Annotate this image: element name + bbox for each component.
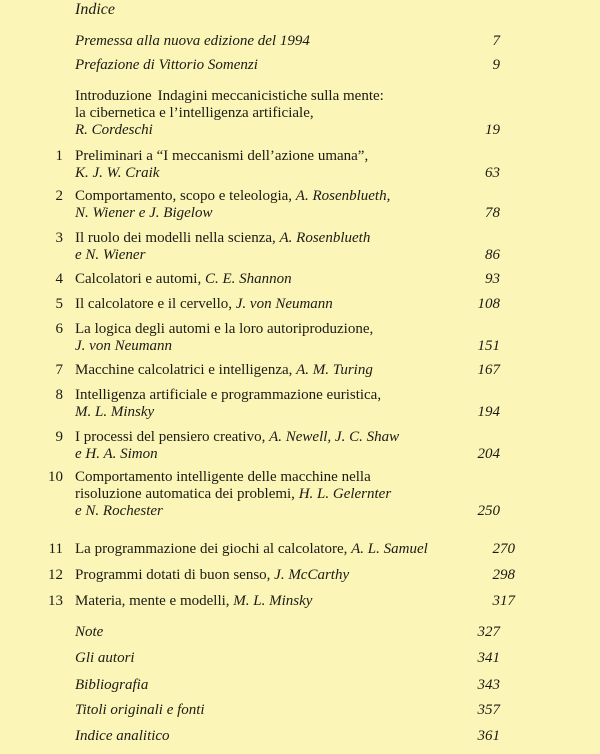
- page-number: 270: [492, 541, 515, 557]
- page-number: 108: [477, 296, 500, 312]
- entry-title: [75, 271, 292, 288]
- entry-title-line: [75, 321, 373, 338]
- page-number: 151: [477, 338, 500, 354]
- entry-text: Premessa alla nuova edizione del 1994: [75, 33, 310, 49]
- entry-author: R. Cordeschi: [75, 122, 153, 138]
- entry-title-line: [75, 486, 391, 503]
- entry-author: M. L. Minsky: [75, 404, 155, 420]
- entry-title-line: [75, 567, 349, 584]
- entry-title-line: [75, 148, 368, 165]
- entry-title-line: [75, 677, 148, 694]
- entry-title: [75, 429, 399, 463]
- entry-title-line: [75, 362, 373, 379]
- toc-entry: [0, 387, 600, 421]
- page-number: 9: [492, 57, 500, 73]
- entry-title: [75, 88, 384, 139]
- entry-text: Note: [75, 624, 104, 640]
- chapter-number: 13: [48, 593, 63, 609]
- chapter-number: 10: [48, 469, 63, 485]
- entry-title: [75, 624, 103, 641]
- page-number: 86: [485, 247, 500, 263]
- chapter-number: 12: [48, 567, 63, 583]
- entry-title: [75, 148, 368, 182]
- entry-title-line: [75, 247, 370, 264]
- chapter-number: 1: [55, 148, 63, 164]
- page-number: 361: [477, 728, 500, 744]
- page-number: 7: [492, 33, 500, 49]
- entry-title-line: [75, 387, 381, 404]
- page-number: 78: [485, 205, 500, 221]
- page-number: 343: [477, 677, 500, 693]
- chapter-number: 7: [55, 362, 63, 378]
- entry-title: [75, 230, 370, 264]
- toc-entry: [0, 148, 600, 182]
- toc-entry: [0, 429, 600, 463]
- toc-entry: [0, 567, 600, 584]
- entry-title-line: [75, 88, 384, 105]
- page-number: 167: [477, 362, 500, 378]
- toc-entry: [0, 33, 600, 50]
- entry-author: H. L. Gelernter: [298, 486, 392, 502]
- entry-text: La logica degli automi e la loro autoriproduzione,: [75, 321, 374, 337]
- page-number: 317: [492, 593, 515, 609]
- chapter-number: 2: [55, 188, 63, 204]
- toc-entry: [0, 230, 600, 264]
- toc-entry: [0, 702, 600, 719]
- toc-entry: [0, 593, 600, 610]
- entry-author: M. L. Minsky: [233, 593, 313, 609]
- chapter-number: 11: [48, 541, 63, 557]
- page-number: 327: [477, 624, 500, 640]
- toc-entry: [0, 321, 600, 355]
- entry-title: [75, 702, 205, 719]
- page-number: 298: [492, 567, 515, 583]
- entry-text: la cibernetica e l’intelligenza artificiale,: [75, 105, 314, 121]
- entry-title: [75, 296, 333, 313]
- entry-text: Preliminari a “I meccanismi dell’azione umana”,: [75, 148, 369, 164]
- entry-title-line: [75, 230, 370, 247]
- toc-entry: [0, 88, 600, 139]
- entry-title: [75, 469, 391, 520]
- entry-title: [75, 677, 148, 694]
- toc-entry: [0, 57, 600, 74]
- entry-text: Macchine calcolatrici e intelligenza,: [75, 362, 293, 378]
- entry-text: Calcolatori e automi,: [75, 271, 202, 287]
- entry-title-line: [75, 446, 399, 463]
- entry-title-line: [75, 57, 258, 74]
- entry-title-line: [75, 541, 428, 558]
- entry-text: Prefazione di Vittorio Somenzi: [75, 57, 258, 73]
- entry-title-line: [75, 205, 390, 222]
- entry-text: Gli autori: [75, 650, 135, 666]
- chapter-number: 9: [55, 429, 63, 445]
- entry-author: K. J. W. Craik: [75, 165, 160, 181]
- entry-title: [75, 188, 390, 222]
- toc-entry: [0, 541, 600, 558]
- entry-title-line: [75, 404, 381, 421]
- entry-text: Bibliografia: [75, 677, 149, 693]
- entry-text: Comportamento intelligente delle macchine nella: [75, 469, 371, 485]
- entry-text: Indice analitico: [75, 728, 170, 744]
- entry-author: A. Newell, J. C. Shaw: [269, 429, 400, 445]
- toc-entry: [0, 188, 600, 222]
- entry-title: [75, 362, 373, 379]
- entry-title: [75, 541, 428, 558]
- entry-title-line: [75, 188, 390, 205]
- entry-title-line: [75, 338, 373, 355]
- entry-title: [75, 593, 312, 610]
- entry-text: Il ruolo dei modelli nella scienza,: [75, 230, 276, 246]
- entry-title-line: [75, 429, 399, 446]
- page-number: 357: [477, 702, 500, 718]
- entry-author: e H. A. Simon: [75, 446, 158, 462]
- entry-author: N. Wiener e J. Bigelow: [75, 205, 213, 221]
- entry-text: Intelligenza artificiale e programmazione euristica,: [75, 387, 382, 403]
- entry-author: A. M. Turing: [296, 362, 373, 378]
- entry-author: C. E. Shannon: [204, 271, 292, 287]
- toc-entry: [0, 650, 600, 667]
- entry-title: [75, 387, 381, 421]
- chapter-number: 3: [55, 230, 63, 246]
- entry-author: J. McCarthy: [274, 567, 350, 583]
- chapter-number: 6: [55, 321, 63, 337]
- toc-entry: [0, 362, 600, 379]
- entry-title: [75, 57, 258, 74]
- entry-author: A. Rosenblueth: [279, 230, 371, 246]
- entry-title-line: [75, 165, 368, 182]
- entry-title: [75, 33, 310, 50]
- entry-title-line: [75, 503, 391, 520]
- entry-author: J. von Neumann: [75, 338, 173, 354]
- entry-text: risoluzione automatica dei problemi,: [75, 486, 295, 502]
- chapter-number: 4: [55, 271, 63, 287]
- page-number: 204: [477, 446, 500, 462]
- chapter-number: 8: [55, 387, 63, 403]
- chapter-number: 5: [55, 296, 63, 312]
- entry-title-line: [75, 624, 103, 641]
- entry-title: [75, 567, 349, 584]
- toc-entry: [0, 271, 600, 288]
- entry-title-line: [75, 593, 312, 610]
- entry-text: Il calcolatore e il cervello,: [75, 296, 232, 312]
- entry-title-line: [75, 728, 170, 745]
- entry-title-line: [75, 650, 135, 667]
- toc-heading: Indice: [75, 1, 115, 18]
- entry-title: [75, 728, 170, 745]
- entry-author: A. Rosenblueth,: [295, 188, 391, 204]
- entry-title-line: [75, 296, 333, 313]
- toc-entry: [0, 296, 600, 313]
- page-number: 63: [485, 165, 500, 181]
- page-number: 341: [477, 650, 500, 666]
- entry-author: e N. Rochester: [75, 503, 163, 519]
- toc-entry: [0, 728, 600, 745]
- entry-author: J. von Neumann: [235, 296, 333, 312]
- entry-author: A. L. Samuel: [351, 541, 428, 557]
- page-number: 19: [485, 122, 500, 138]
- entry-text: Titoli originali e fonti: [75, 702, 205, 718]
- entry-title-line: [75, 469, 391, 486]
- entry-text: Indagini meccanicistiche sulla mente:: [157, 88, 384, 104]
- page-number: 250: [477, 503, 500, 519]
- entry-title-line: [75, 33, 310, 50]
- entry-text: Programmi dotati di buon senso,: [75, 567, 271, 583]
- entry-title: [75, 321, 373, 355]
- page-number: 93: [485, 271, 500, 287]
- toc-entry: [0, 677, 600, 694]
- entry-title: [75, 650, 135, 667]
- toc-entry: [0, 469, 600, 520]
- entry-text: Materia, mente e modelli,: [75, 593, 230, 609]
- entry-text: I processi del pensiero creativo,: [75, 429, 266, 445]
- entry-title-line: [75, 702, 205, 719]
- entry-text: Comportamento, scopo e teleologia,: [75, 188, 293, 204]
- entry-text: La programmazione dei giochi al calcolatore,: [75, 541, 348, 557]
- entry-title-line: [75, 122, 384, 139]
- entry-author: e N. Wiener: [75, 247, 146, 263]
- entry-title-line: [75, 105, 384, 122]
- toc-entry: [0, 624, 600, 641]
- page-number: 194: [477, 404, 500, 420]
- entry-title-line: [75, 271, 292, 288]
- entry-label: Introduzione: [75, 88, 152, 104]
